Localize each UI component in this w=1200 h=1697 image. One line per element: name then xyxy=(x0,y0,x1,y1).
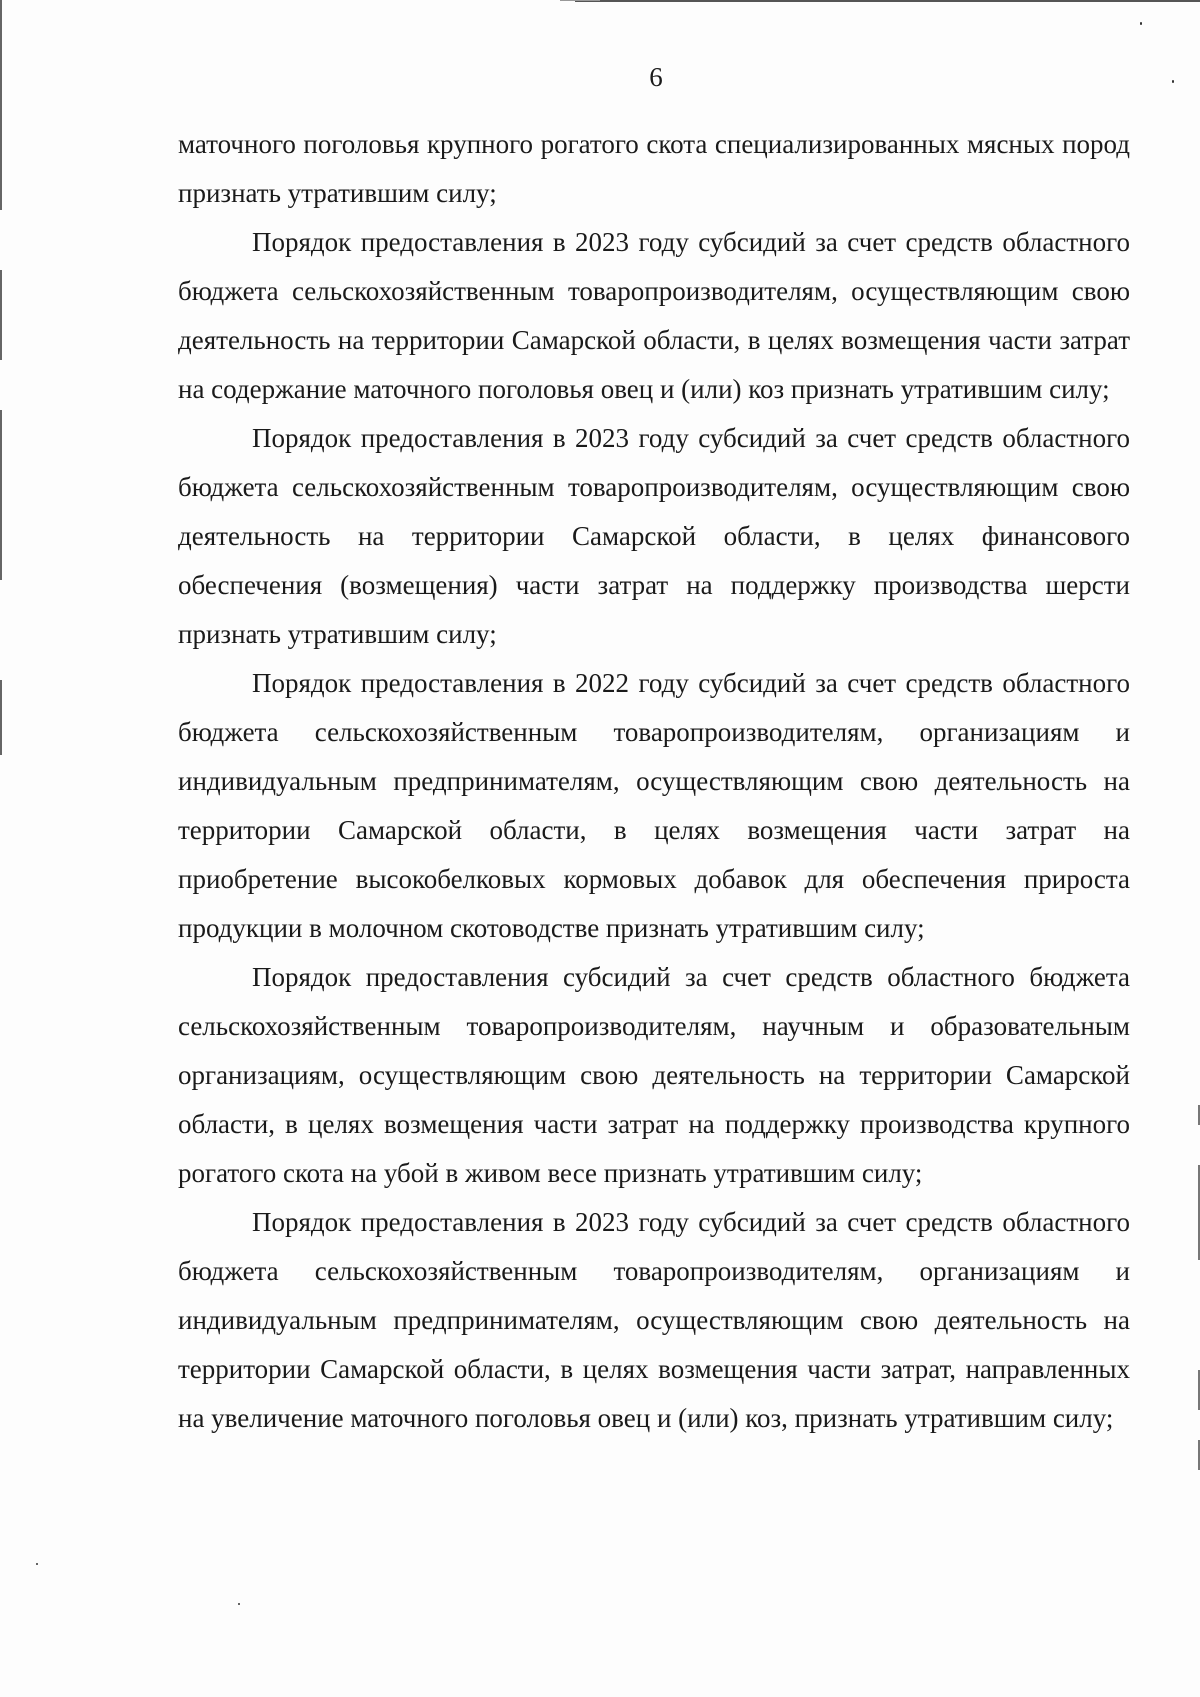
paragraph: Порядок предоставления субсидий за счет средств областного бюджета сельскохозяйственным товаропроизводителям, научным и образовательным организациям, осуществляющим свою деятельность на территории Самарской области, в целях возмещения части затрат на поддержку производства крупного рогатого скота на убой в живом весе признать утратившим силу; xyxy=(178,962,1130,1188)
paragraph: Порядок предоставления в 2023 году субсидий за счет средств областного бюджета сельскохозяйственным товаропроизводителям, осуществляющим свою деятельность на территории Самарской области, в целях возмещения части затрат на содержание маточного поголовья овец и (или) коз признать утратившим силу; xyxy=(178,227,1130,404)
paragraph: Порядок предоставления в 2023 году субсидий за счет средств областного бюджета сельскохозяйственным товаропроизводителям, осуществляющим свою деятельность на территории Самарской области, в целях финансового обеспечения (возмещения) части затрат на поддержку производства шерсти признать утратившим силу; xyxy=(178,423,1130,649)
scan-edge-line xyxy=(0,0,2,210)
scan-speck xyxy=(238,1603,240,1605)
page-number: 6 xyxy=(649,62,663,92)
scan-speck xyxy=(36,1563,38,1565)
paragraph: Порядок предоставления в 2023 году субсидий за счет средств областного бюджета сельскохозяйственным товаропроизводителям, организациям и индивидуальным предпринимателям, осуществляющим свою деятельность на территории Самарской области, в целях возмещения части затрат, направленных на увеличение маточного поголовья овец и (или) коз, признать утратившим силу; xyxy=(178,1207,1130,1433)
scan-edge-line xyxy=(575,0,1200,2)
document-body xyxy=(178,120,1130,1443)
scan-edge-line xyxy=(0,680,2,755)
paragraph: Порядок предоставления в 2022 году субсидий за счет средств областного бюджета сельскохозяйственным товаропроизводителям, организациям и индивидуальным предпринимателям, осуществляющим свою деятельность на территории Самарской области, в целях возмещения части затрат на приобретение высокобелковых кормовых добавок для обеспечения прироста продукции в молочном скотоводстве признать утратившим силу; xyxy=(178,668,1130,943)
scan-edge-line xyxy=(0,410,2,580)
scan-speck xyxy=(1140,22,1142,25)
scan-edge-line xyxy=(0,270,2,360)
paragraph-continuation: маточного поголовья крупного рогатого скота специализированных мясных пород признать утратившим силу; xyxy=(178,129,1130,208)
scan-edge-line xyxy=(560,0,600,1)
